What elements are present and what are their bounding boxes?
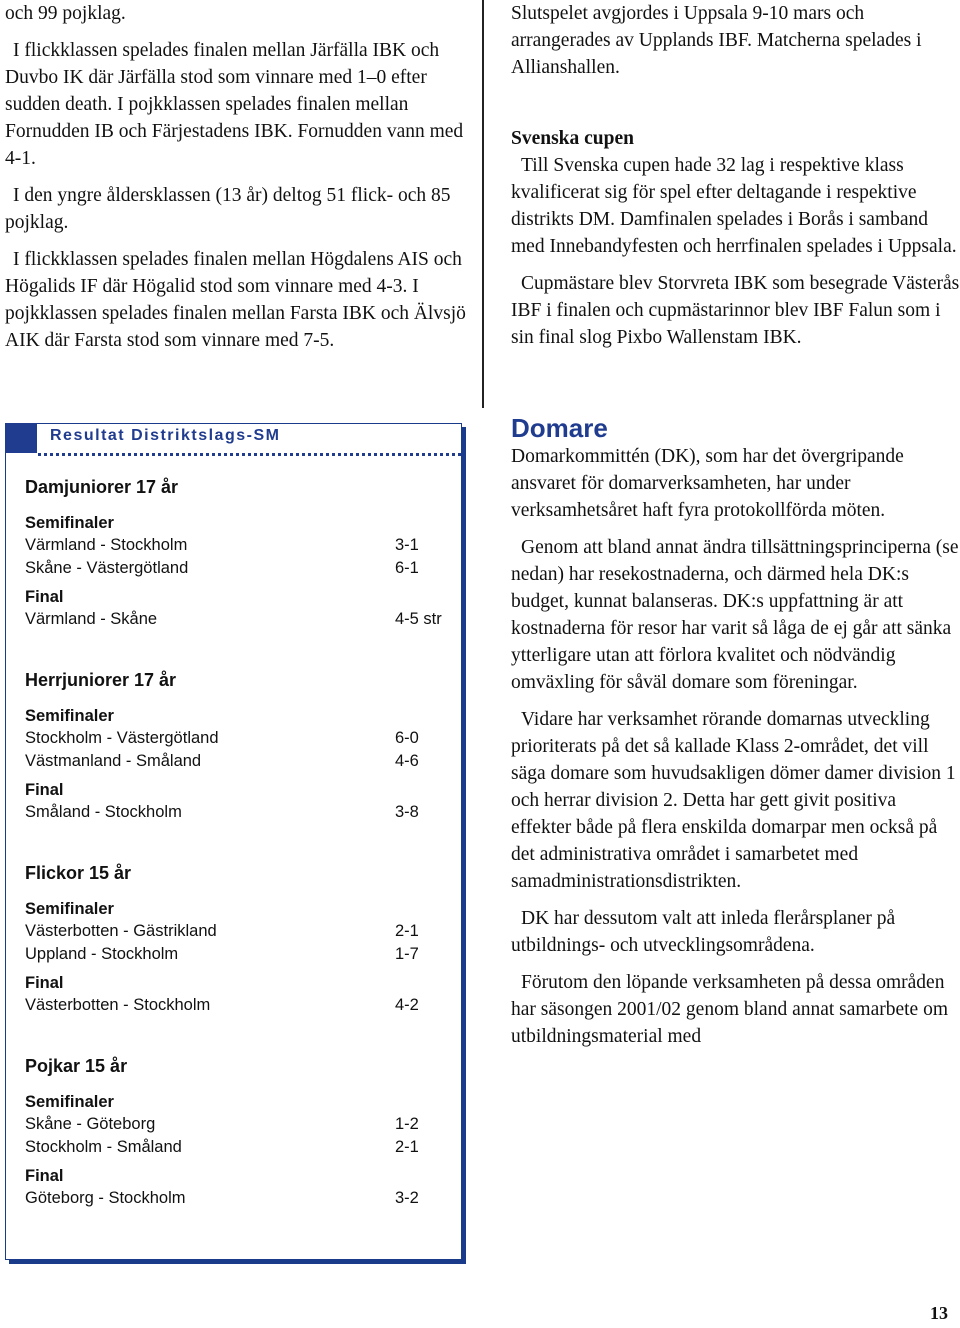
match-score: 1-2 — [395, 1115, 419, 1133]
match-row — [25, 801, 445, 824]
match-row — [25, 534, 445, 557]
match-teams: Stockholm - Västergötland — [25, 729, 219, 747]
match-teams: Skåne - Göteborg — [25, 1115, 156, 1133]
match-teams: Västmanland - Småland — [25, 752, 202, 770]
results-title: Resultat Distriktslags-SM — [50, 427, 281, 444]
round-label: Final — [25, 588, 64, 606]
match-score: 2-1 — [395, 922, 419, 940]
round-label: Semifinaler — [25, 707, 114, 725]
match-score: 6-1 — [395, 559, 419, 577]
match-score: 3-1 — [395, 536, 419, 554]
match-row — [25, 727, 445, 750]
match-row — [25, 994, 445, 1017]
round-label: Final — [25, 1167, 64, 1185]
match-row — [25, 608, 445, 631]
match-row — [25, 1187, 445, 1210]
box-accent-square — [5, 423, 37, 453]
match-score: 4-6 — [395, 752, 419, 770]
result-category — [25, 474, 445, 631]
paragraph: Till Svenska cupen hade 32 lag i respektive klass kvalificerat sig för spel efter deltagande i respektive distrikts DM. Damfinalen spelades i Borås i samband med Innebandyfesten och herrfinalen spelades i Uppsala. — [511, 155, 957, 257]
round-label: Final — [25, 974, 64, 992]
category-title: Flickor 15 år — [25, 863, 132, 883]
paragraph: Vidare har verksamhet rörande domarnas utveckling prioriterats på det så kallade Klass 2-området, det vill säga domare som huvudsakligen dömer damer division 1 och herrar division 2. Detta har gett givit positiva effekter både på flera enskilda domarpar men också på det administrativa området i samarbetet med samadministrationsdistrikten. — [511, 709, 956, 892]
paragraph: och 99 pojklag. — [5, 3, 126, 24]
match-row — [25, 943, 445, 966]
match-teams: Värmland - Stockholm — [25, 536, 188, 554]
match-score: 1-7 — [395, 945, 419, 963]
paragraph: I flickklassen spelades finalen mellan Järfälla IBK och Duvbo IK där Järfälla stod som vinnare med 1–0 efter sudden death. I pojkklassen spelades finalen mellan Fornudden IB och Färjestadens IBK. Fornudden vann med 4-1. — [5, 40, 464, 169]
title-dotted-rule — [38, 453, 461, 456]
result-category — [25, 1053, 445, 1210]
category-title: Herrjuniorer 17 år — [25, 670, 177, 690]
paragraph: Slutspelet avgjordes i Uppsala 9-10 mars och arrangerades av Upplands IBF. Matcherna spelades i Allianshallen. — [511, 3, 922, 78]
category-title: Pojkar 15 år — [25, 1056, 128, 1076]
paragraph: I flickklassen spelades finalen mellan Högdalens AIS och Högalids IF där Högalid stod som vinnare med 4-3. I pojkklassen spelades finalen mellan Farsta IBK och Älvsjö AIK där Farsta stod som vinnare med 7-5. — [5, 249, 466, 351]
match-score: 3-8 — [395, 803, 419, 821]
match-teams: Uppland - Stockholm — [25, 945, 179, 963]
match-score: 4-5 str — [395, 610, 442, 628]
left-column-text — [5, 0, 467, 364]
match-row — [25, 1136, 445, 1159]
right-column-text — [511, 0, 960, 1060]
column-divider — [482, 0, 484, 408]
result-category — [25, 860, 445, 1017]
page-number: 13 — [930, 1303, 948, 1323]
match-teams: Skåne - Västergötland — [25, 559, 189, 577]
results-box — [5, 423, 462, 1260]
match-score: 4-2 — [395, 996, 419, 1014]
match-score: 6-0 — [395, 729, 419, 747]
result-category — [25, 667, 445, 824]
match-score: 2-1 — [395, 1138, 419, 1156]
section-heading-domare: Domare — [511, 413, 608, 443]
paragraph: Domarkommittén (DK), som har det övergripande ansvaret för domarverksamheten, har under verksamhetsåret haft fyra protokollförda möten. — [511, 446, 904, 521]
match-teams: Småland - Stockholm — [25, 803, 182, 821]
round-label: Semifinaler — [25, 900, 114, 918]
paragraph: Cupmästare blev Storvreta IBK som besegrade Västerås IBF i finalen och cupmästarinnor blev IBF Falun som i sin final slog Pixbo Wallenstam IBK. — [511, 273, 960, 348]
match-teams: Värmland - Skåne — [25, 610, 158, 628]
match-teams: Västerbotten - Stockholm — [25, 996, 211, 1014]
match-row — [25, 1113, 445, 1136]
match-teams: Göteborg - Stockholm — [25, 1189, 186, 1207]
paragraph: Genom att bland annat ändra tillsättningsprinciperna (se nedan) har resekostnaderna, och därmed hela DK:s budget, kunnat balanseras. DK:s uppfattning är att kostnaderna för resor har varit så låga de ej går att sänka ytterligare utan att förlora kvalitet och nödvändig omväxling för såväl domare som föreningar. — [511, 537, 959, 693]
category-title: Damjuniorer 17 år — [25, 477, 179, 497]
round-label: Semifinaler — [25, 514, 114, 532]
round-label: Final — [25, 781, 64, 799]
paragraph: I den yngre åldersklassen (13 år) deltog 51 flick- och 85 pojklag. — [5, 185, 451, 233]
match-teams: Västerbotten - Gästrikland — [25, 922, 217, 940]
paragraph: Förutom den löpande verksamheten på dessa områden har säsongen 2001/02 genom bland annat samarbete om utbildningsmaterial med — [511, 972, 949, 1047]
match-score: 3-2 — [395, 1189, 419, 1207]
section-heading-svenska-cupen: Svenska cupen — [511, 128, 634, 149]
round-label: Semifinaler — [25, 1093, 114, 1111]
match-teams: Stockholm - Småland — [25, 1138, 182, 1156]
match-row — [25, 750, 445, 773]
match-row — [25, 920, 445, 943]
paragraph: DK har dessutom valt att inleda flerårsplaner på utbildnings- och utvecklingsområdena. — [511, 908, 896, 956]
match-row — [25, 557, 445, 580]
